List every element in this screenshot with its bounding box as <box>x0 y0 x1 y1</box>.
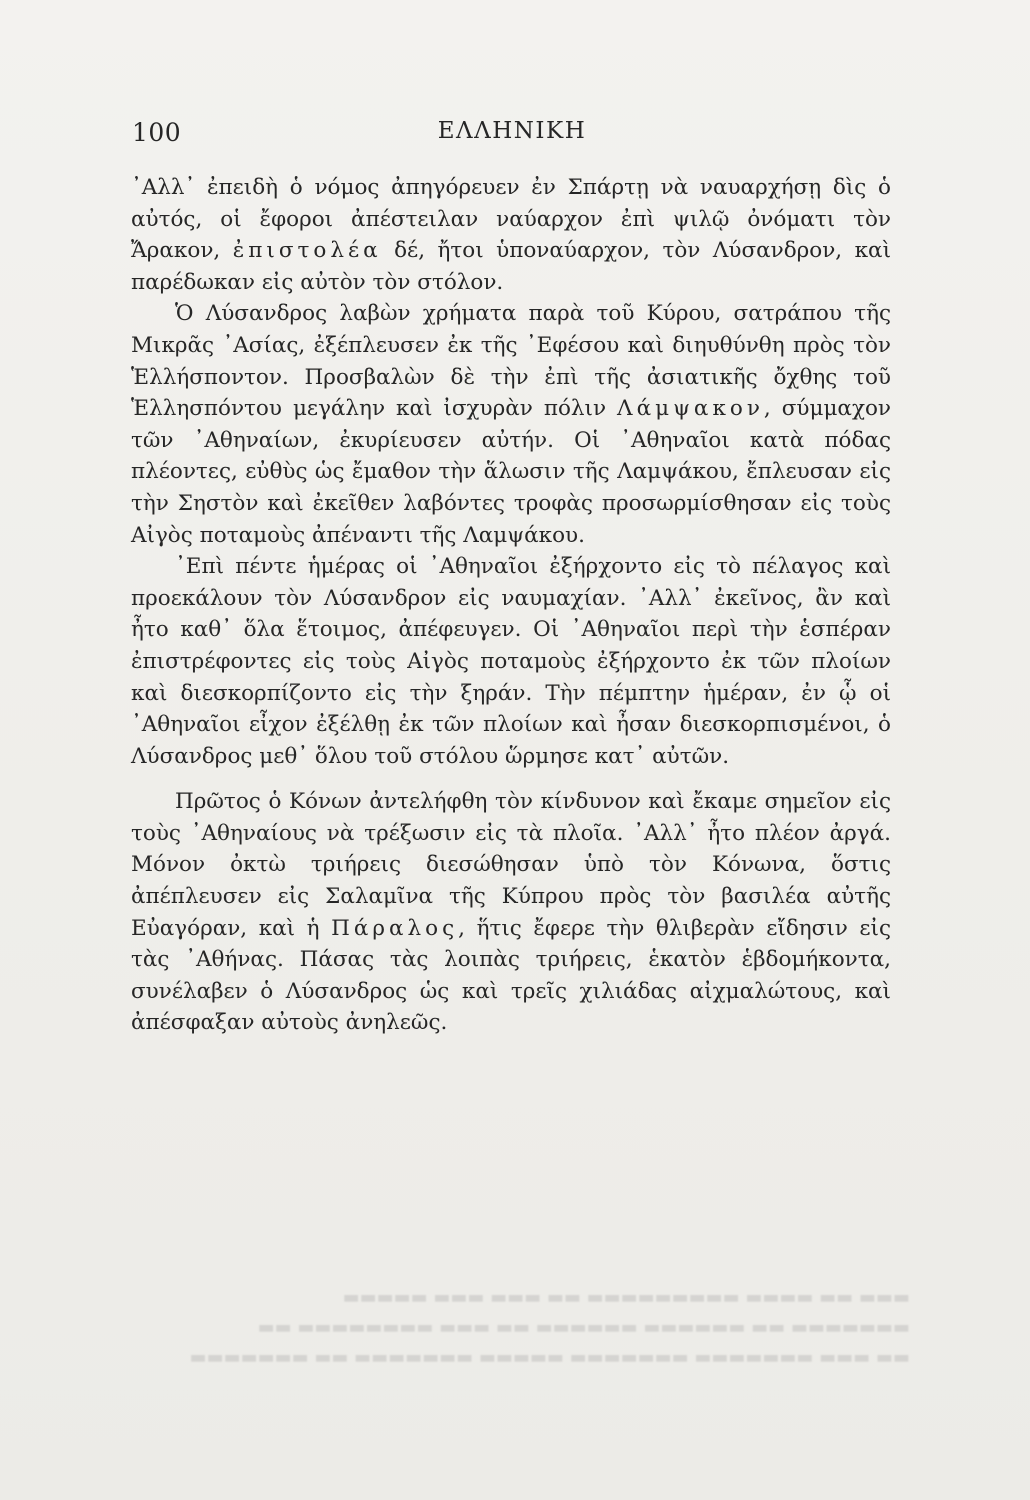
show-through-line: ▬▬▬▬▬▬▬ ▬▬ ▬▬▬▬▬▬ ▬▬▬▬▬▬ ▬▬ ▬▬▬ ▬▬▬▬▬▬▬▬ ▬▬ <box>257 1317 910 1338</box>
paragraph-4-text-c: , ἥτις ἔφερε τὴν θλιβερὰν εἴδησιν εἰς τὰς ᾿Αθήνας. Πάσας τὰς λοιπὰς τριήρεις, ἑκατὸν ἑβδομήκοντα, συνέλαβεν ὁ Λύσανδρος ὡς καὶ τρεῖς χιλιάδας αἰχμαλώτους, καὶ ἀπέσφαξαν αὐτοὺς ἀνηλεῶς. <box>131 915 891 1036</box>
running-title: ΕΛΛΗΝΙΚΗ <box>437 118 587 144</box>
spaced-word-epistolea: ἐπιστολέα <box>232 238 382 264</box>
paragraph-2 <box>131 298 891 551</box>
body-text <box>131 172 891 1039</box>
show-through-line: ▬▬ ▬▬▬ ▬▬▬▬▬▬▬ ▬▬▬▬▬▬▬ ▬▬▬▬▬ ▬▬▬▬▬▬▬ ▬▬ ▬▬▬▬▬▬▬ <box>189 1347 910 1368</box>
spaced-word-paralos: Πάραλος <box>331 915 459 941</box>
page-number: 100 <box>132 118 182 147</box>
show-through-line: ▬▬▬ ▬▬ ▬▬▬▬ ▬▬▬▬▬▬▬▬▬ ▬▬ ▬▬▬ ▬▬▬ ▬▬▬▬▬ <box>342 1287 910 1308</box>
paragraph-4-text-a: Πρῶτος ὁ Κόνων ἀντελήφθη τὸν κίνδυνον καὶ ἔκαμε σημεῖον εἰς τοὺς ᾿Αθηναίους νὰ τρέξωσιν εἰς τὰ πλοῖα. ᾿Αλλ᾿ ἦτο πλέον ἀργά. Μόνον ὀκτὼ τριήρεις διεσώθησαν ὑπὸ τὸν Κόνωνα, ὅστις ἀπέπλευσεν εἰς Σαλαμῖνα τῆς Κύπρου πρὸς τὸν βασιλέα αὐτῆς Εὐαγόραν, καὶ ἡ <box>131 789 891 941</box>
paragraph-4 <box>131 786 891 1039</box>
paragraph-1 <box>131 172 891 298</box>
paragraph-1-text-a: ᾿Αλλ᾿ ἐπειδὴ ὁ νόμος ἀπηγόρευεν ἐν Σπάρτῃ νὰ ναυαρχήσῃ δὶς ὁ αὐτός, οἱ ἔφοροι ἀπέστειλαν ναύαρχον ἐπὶ ψιλῷ ὀνόματι τὸν Ἄρακον, <box>131 175 891 264</box>
paragraph-1-text-c: δέ, ἤτοι ὑποναύαρχον, τὸν Λύσανδρον, καὶ παρέδωκαν εἰς αὐτὸν τὸν στόλον. <box>131 238 892 295</box>
spaced-word-lampsakon: Λάμψακον <box>617 396 764 422</box>
paragraph-2-text-c: , σύμμαχον τῶν ᾿Αθηναίων, ἐκυρίευσεν αὐτήν. Οἱ ᾿Αθηναῖοι κατὰ πόδας πλέοντες, εὐθὺς ὡς ἔμαθον τὴν ἅλωσιν τῆς Λαμψάκου, ἔπλευσαν εἰς τὴν Σηστὸν καὶ ἐκεῖθεν λαβόντες τροφὰς προσωρμίσθησαν εἰς τοὺς Αἰγὸς ποταμοὺς ἀπέναντι τῆς Λαμψάκου. <box>131 396 891 548</box>
page-header <box>132 118 892 154</box>
paragraph-2-text-a: Ὁ Λύσανδρος λαβὼν χρήματα παρὰ τοῦ Κύρου, σατράπου τῆς Μικρᾶς ᾿Ασίας, ἐξέπλευσεν ἐκ τῆς ᾿Εφέσου καὶ διηυθύνθη πρὸς τὸν Ἑλλήσποντον. Προσβαλὼν δὲ τὴν ἐπὶ τῆς ἀσιατικῆς ὄχθης τοῦ Ἑλλησπόντου μεγάλην καὶ ἰσχυρὰν πόλιν <box>131 301 891 422</box>
show-through-decoration <box>130 1283 910 1373</box>
paragraph-3: ᾿Επὶ πέντε ἡμέρας οἱ ᾿Αθηναῖοι ἐξήρχοντο εἰς τὸ πέλαγος καὶ προεκάλουν τὸν Λύσανδρον εἰς ναυμαχίαν. ᾿Αλλ᾿ ἐκεῖνος, ἂν καὶ ἦτο καθ᾿ ὅλα ἕτοιμος, ἀπέφευγεν. Οἱ ᾿Αθηναῖοι περὶ τὴν ἑσπέραν ἐπιστρέφοντες εἰς τοὺς Αἰγὸς ποταμοὺς ἐξήρχοντο ἐκ τῶν πλοίων καὶ διεσκορπίζοντο εἰς τὴν ξηράν. Τὴν πέμπτην ἡμέραν, ἐν ᾧ οἱ ᾿Αθηναῖοι εἶχον ἐξέλθῃ ἐκ τῶν πλοίων καὶ ἦσαν διεσκορπισμένοι, ὁ Λύσανδρος μεθ᾿ ὅλου τοῦ στόλου ὥρμησε κατ᾿ αὐτῶν. <box>131 554 891 769</box>
